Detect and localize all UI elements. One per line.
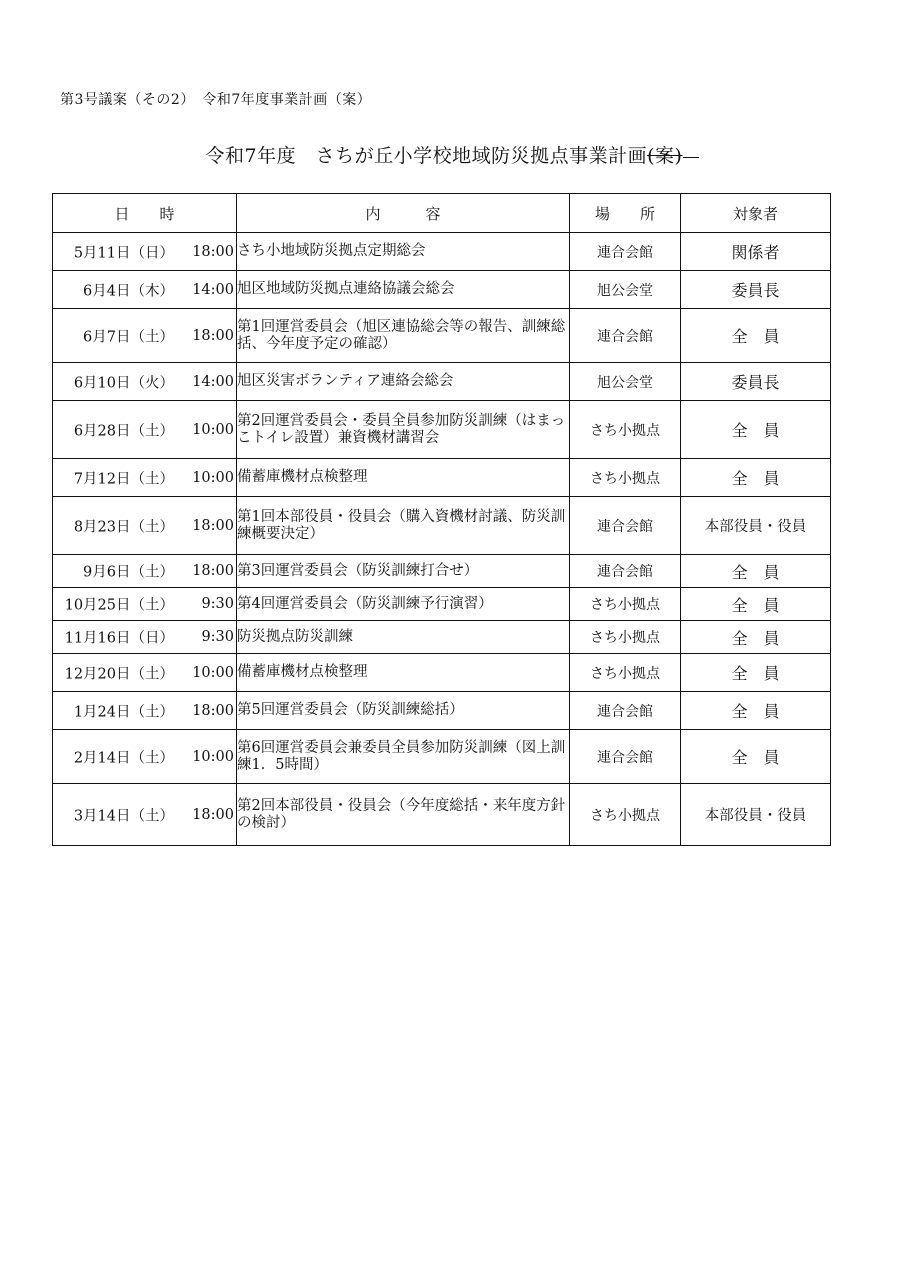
row-date: 9月6日（土）	[83, 564, 174, 581]
datetime-cell	[53, 555, 237, 588]
row-content: 旭区地域防災拠点連絡協議会総会	[237, 271, 570, 309]
row-content: さち小地域防災拠点定期総会	[237, 233, 570, 271]
row-place: 連合会館	[570, 730, 681, 784]
row-place: 旭公会堂	[570, 363, 681, 401]
table-row	[53, 654, 831, 692]
row-time: 10:00	[192, 664, 234, 681]
row-place: 旭公会堂	[570, 271, 681, 309]
row-time: 9:30	[201, 629, 234, 645]
row-place: 連合会館	[570, 555, 681, 588]
row-content: 第1回運営委員会（旭区連協総会等の報告、訓練総括、今年度予定の確認）	[237, 309, 570, 363]
row-place: 連合会館	[570, 309, 681, 363]
row-target: 全 員	[681, 401, 831, 459]
row-date: 6月7日（土）	[83, 329, 174, 345]
datetime-cell	[53, 692, 237, 730]
document-title	[0, 141, 905, 168]
row-place: さち小拠点	[570, 654, 681, 692]
datetime-cell	[53, 730, 237, 784]
row-target: 全 員	[681, 730, 831, 784]
schedule-table	[52, 193, 831, 846]
row-place: さち小拠点	[570, 784, 681, 846]
table-row	[53, 363, 831, 401]
table-row	[53, 692, 831, 730]
table-row	[53, 588, 831, 621]
title-main: 令和7年度 さちが丘小学校地域防災拠点事業計画	[205, 145, 648, 167]
table-row	[53, 271, 831, 309]
row-time: 9:30	[201, 596, 234, 612]
row-date: 8月23日（土）	[73, 519, 174, 535]
row-date: 12月20日（土）	[64, 666, 174, 682]
table-row	[53, 459, 831, 497]
row-target: 全 員	[681, 588, 831, 621]
datetime-cell	[53, 401, 237, 459]
table-row	[53, 309, 831, 363]
table-row	[53, 233, 831, 271]
table-row	[53, 730, 831, 784]
datetime-cell	[53, 588, 237, 621]
row-date: 5月11日（日）	[73, 245, 174, 261]
row-content: 第4回運営委員会（防災訓練予行演習）	[237, 588, 570, 621]
row-content: 防災拠点防災訓練	[237, 621, 570, 654]
row-target: 本部役員・役員	[681, 784, 831, 846]
row-time: 18:00	[192, 806, 234, 823]
table-row	[53, 401, 831, 459]
row-content: 第5回運営委員会（防災訓練総括）	[237, 692, 570, 730]
row-content: 備蓄庫機材点検整理	[237, 654, 570, 692]
row-content: 第1回本部役員・役員会（購入資機材討議、防災訓練概要決定）	[237, 497, 570, 555]
row-content: 第3回運営委員会（防災訓練打合せ）	[237, 555, 570, 588]
row-date: 6月10日（火）	[73, 375, 174, 391]
row-place: さち小拠点	[570, 401, 681, 459]
row-target: 委員長	[681, 271, 831, 309]
table-header-row	[53, 194, 831, 233]
datetime-cell	[53, 621, 237, 654]
header-content: 内 容	[237, 194, 570, 233]
table-row	[53, 555, 831, 588]
row-date: 3月14日（土）	[73, 808, 174, 824]
row-date: 6月4日（木）	[83, 283, 174, 299]
header-target: 対象者	[681, 194, 831, 233]
row-time: 18:00	[192, 517, 234, 534]
title-struck-draft-mark: (案)	[647, 145, 683, 167]
datetime-cell	[53, 459, 237, 497]
row-date: 7月12日（土）	[73, 471, 174, 487]
row-target: 全 員	[681, 309, 831, 363]
table-row	[53, 621, 831, 654]
row-date: 6月28日（土）	[73, 423, 174, 439]
row-time: 10:00	[192, 748, 234, 765]
row-date: 1月24日（土）	[73, 704, 174, 720]
row-date: 10月25日（土）	[64, 597, 174, 614]
agenda-label: 第3号議案（その2） 令和7年度事業計画（案）	[60, 92, 372, 108]
row-place: さち小拠点	[570, 459, 681, 497]
datetime-cell	[53, 497, 237, 555]
row-time: 14:00	[192, 373, 234, 390]
header-place: 場 所	[570, 194, 681, 233]
row-time: 14:00	[192, 281, 234, 298]
row-content: 第2回本部役員・役員会（今年度総括・来年度方針の検討）	[237, 784, 570, 846]
row-target: 関係者	[681, 233, 831, 271]
row-place: さち小拠点	[570, 588, 681, 621]
row-place: 連合会館	[570, 692, 681, 730]
datetime-cell	[53, 271, 237, 309]
row-target: 全 員	[681, 654, 831, 692]
row-time: 18:00	[192, 702, 234, 719]
row-target: 全 員	[681, 621, 831, 654]
row-target: 全 員	[681, 459, 831, 497]
row-content: 第2回運営委員会・委員全員参加防災訓練（はまっこトイレ設置）兼資機材講習会	[237, 401, 570, 459]
title-strike-line	[683, 157, 699, 158]
row-target: 全 員	[681, 555, 831, 588]
row-time: 10:00	[192, 469, 234, 486]
row-place: 連合会館	[570, 233, 681, 271]
table-row	[53, 784, 831, 846]
header-datetime: 日 時	[53, 194, 237, 233]
datetime-cell	[53, 233, 237, 271]
row-content: 備蓄庫機材点検整理	[237, 459, 570, 497]
datetime-cell	[53, 784, 237, 846]
row-content: 旭区災害ボランティア連絡会総会	[237, 363, 570, 401]
row-date: 2月14日（土）	[73, 750, 174, 766]
row-time: 18:00	[192, 563, 234, 579]
row-date: 11月16日（日）	[64, 630, 174, 647]
datetime-cell	[53, 309, 237, 363]
row-place: さち小拠点	[570, 621, 681, 654]
row-content: 第6回運営委員会兼委員全員参加防災訓練（図上訓練1．5時間）	[237, 730, 570, 784]
table-row	[53, 497, 831, 555]
row-time: 18:00	[192, 243, 234, 260]
row-time: 18:00	[192, 327, 234, 344]
datetime-cell	[53, 654, 237, 692]
row-time: 10:00	[192, 421, 234, 438]
row-place: 連合会館	[570, 497, 681, 555]
row-target: 委員長	[681, 363, 831, 401]
row-target: 全 員	[681, 692, 831, 730]
datetime-cell	[53, 363, 237, 401]
row-target: 本部役員・役員	[681, 497, 831, 555]
